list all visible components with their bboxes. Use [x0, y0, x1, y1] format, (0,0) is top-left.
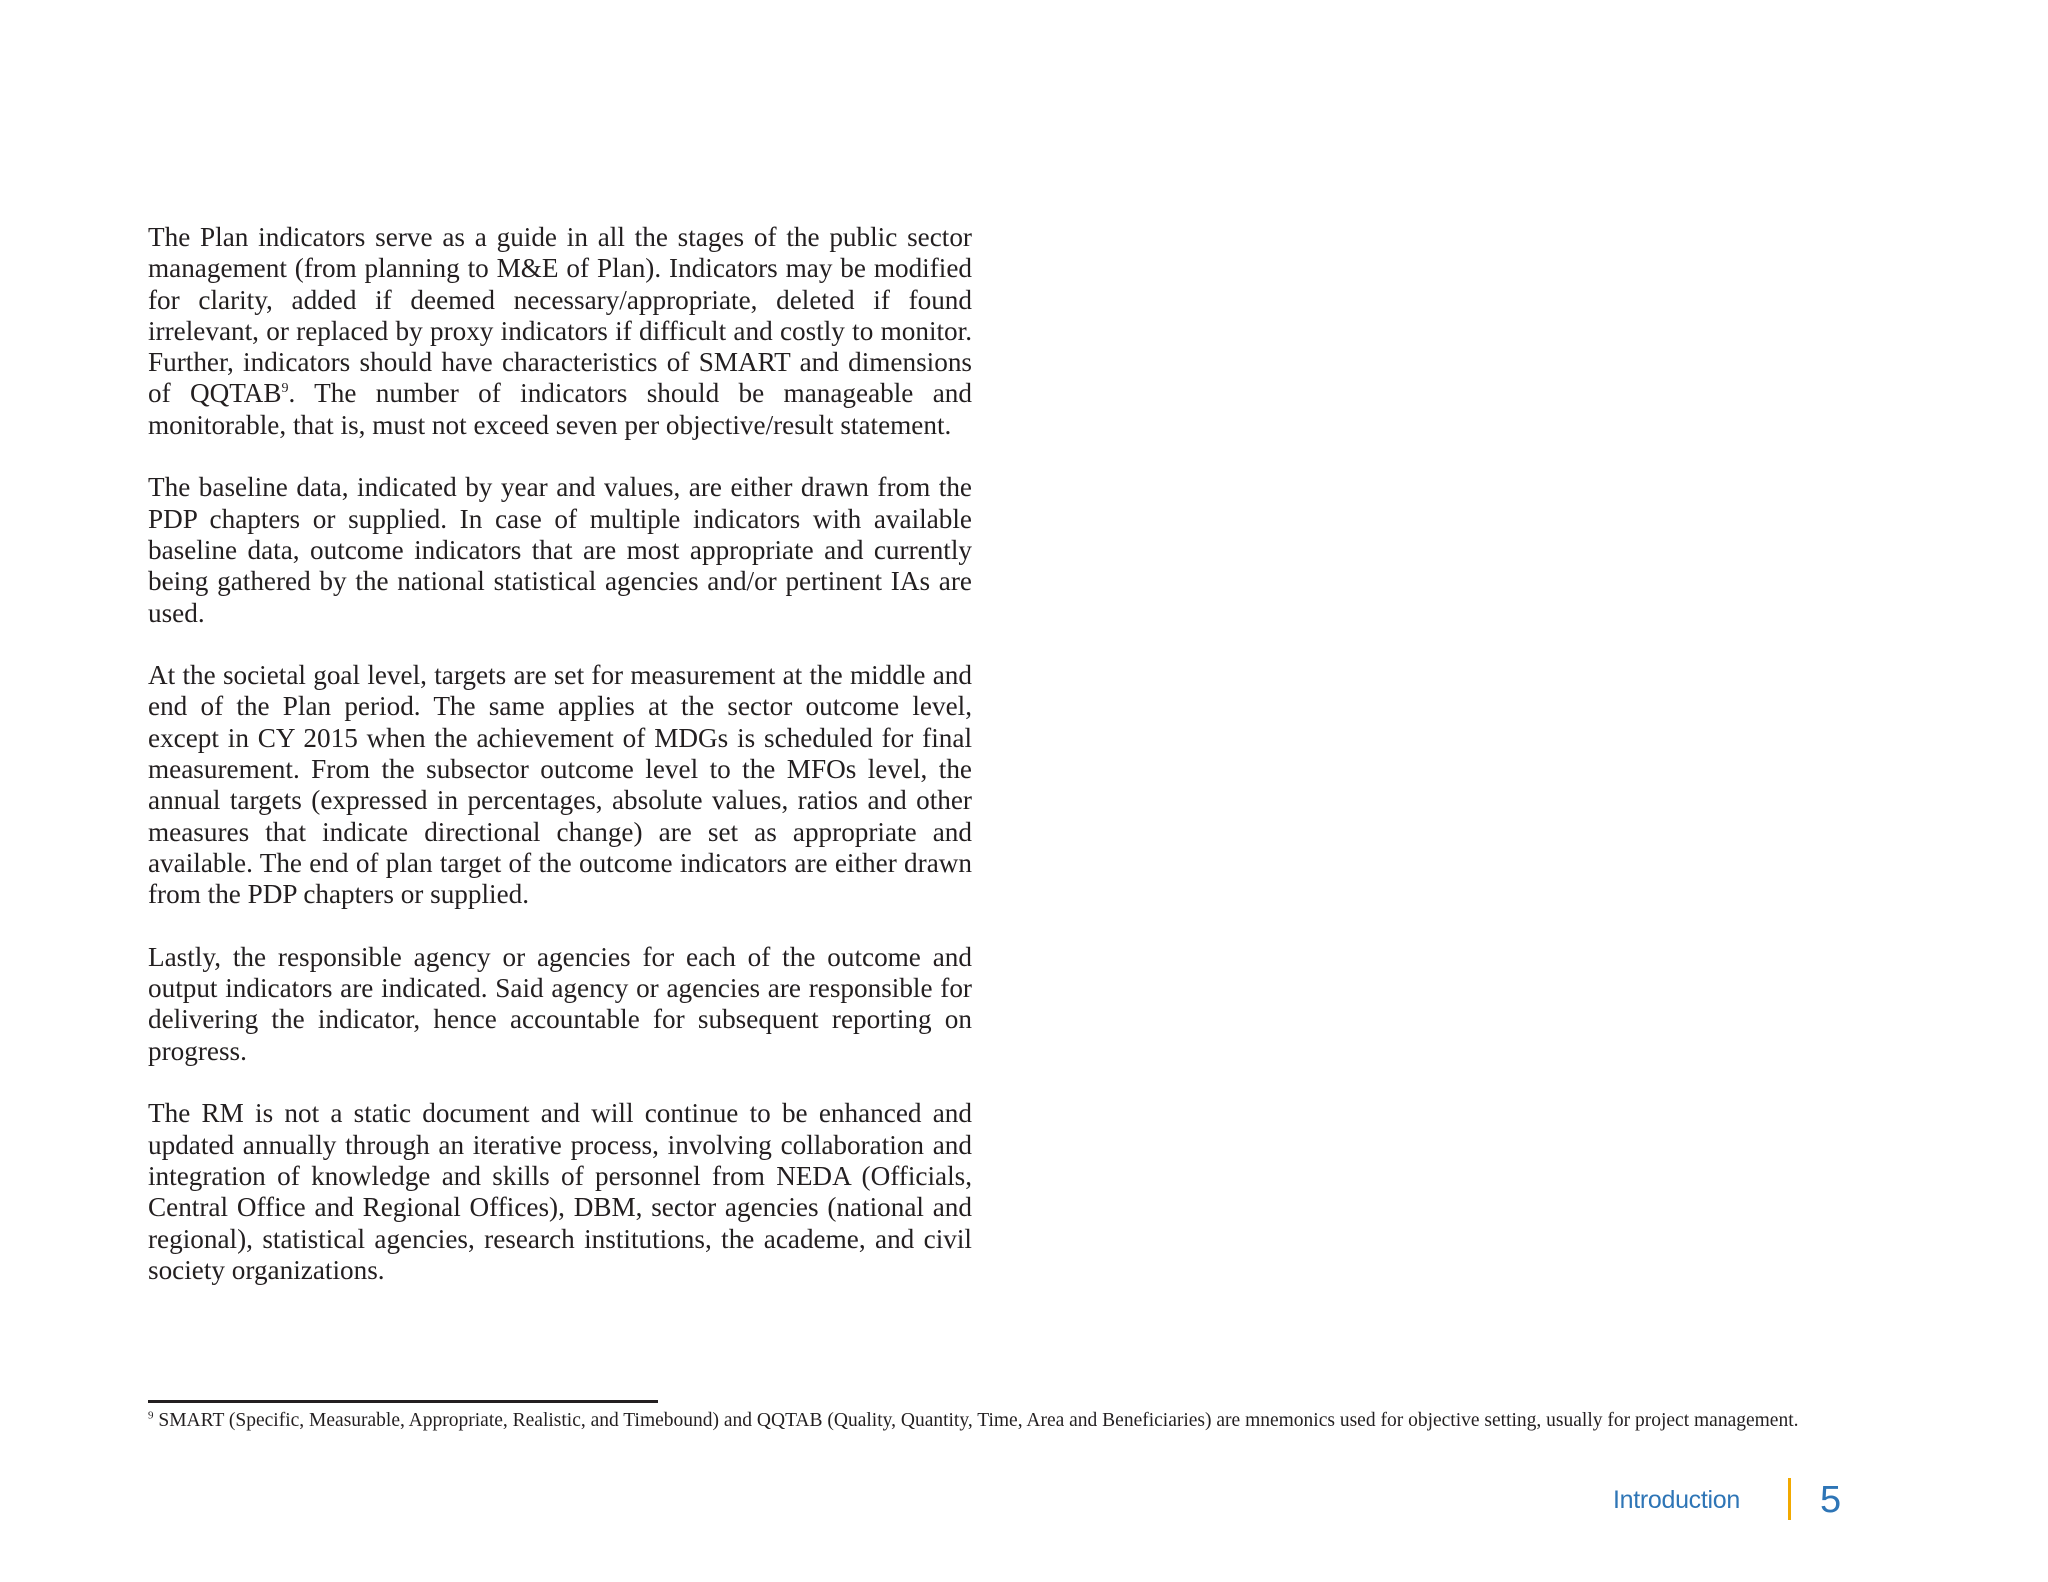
paragraph-plan-indicators	[148, 222, 972, 441]
paragraph-targets: At the societal goal level, targets are set for measurement at the middle and end of the Plan period. The same applies at the sector outcome level, except in CY 2015 when the achievement of MDGs is scheduled for final measurement. From the subsector outcome level to the MFOs level, the annual targets (expressed in percentages, absolute values, ratios and other measures that indicate directional change) are set as appropriate and available. The end of plan target of the outcome indicators are either drawn from the PDP chapters or supplied.	[148, 660, 972, 910]
footer-divider	[1788, 1478, 1791, 1520]
footnote-text: SMART (Specific, Measurable, Appropriate, Realistic, and Timebound) and QQTAB (Quality, Quantity, Time, Area and Beneficiaries) are mnemonics used for objective setting, usually for project management.	[153, 1410, 1799, 1431]
paragraph-responsible-agency: Lastly, the responsible agency or agencies for each of the outcome and output indicators are indicated. Said agency or agencies are responsible for delivering the indicator, hence accountable for subsequent reporting on progress.	[148, 941, 972, 1066]
footer-section-title: Introduction	[1612, 1486, 1740, 1514]
paragraph-text-part: The Plan indicators serve as a guide in all the stages of the public sector management (from planning to M&E of Plan). Indicators may be modified for clarity, added if deemed necessary/appropriate, deleted if found irrelevant, or replaced by proxy indicators if difficult and costly to monitor. Further, indicators should have characteristics of SMART and dimensions of QQTAB	[148, 222, 972, 409]
paragraph-baseline-data: The baseline data, indicated by year and values, are either drawn from the PDP chapters or supplied. In case of multiple indicators with available baseline data, outcome indicators that are most appropriate and currently being gathered by the national statistical agencies and/or pertinent IAs are used.	[148, 472, 972, 628]
paragraph-rm-document: The RM is not a static document and will continue to be enhanced and updated annually through an iterative process, involving collaboration and integration of knowledge and skills of personnel from NEDA (Officials, Central Office and Regional Offices), DBM, sector agencies (national and regional), statistical agencies, research institutions, the academe, and civil society organizations.	[148, 1098, 972, 1285]
footnote	[148, 1410, 1840, 1431]
footnote-number: 9	[148, 1409, 154, 1422]
footnote-separator	[148, 1400, 658, 1403]
paragraph-text-part: . The number of indicators should be manageable and monitorable, that is, must not exceed seven per objective/result statement.	[148, 378, 972, 440]
footnote-reference[interactable]: 9	[281, 381, 289, 397]
page-number: 5	[1820, 1479, 1842, 1521]
main-body-text	[148, 222, 972, 1286]
